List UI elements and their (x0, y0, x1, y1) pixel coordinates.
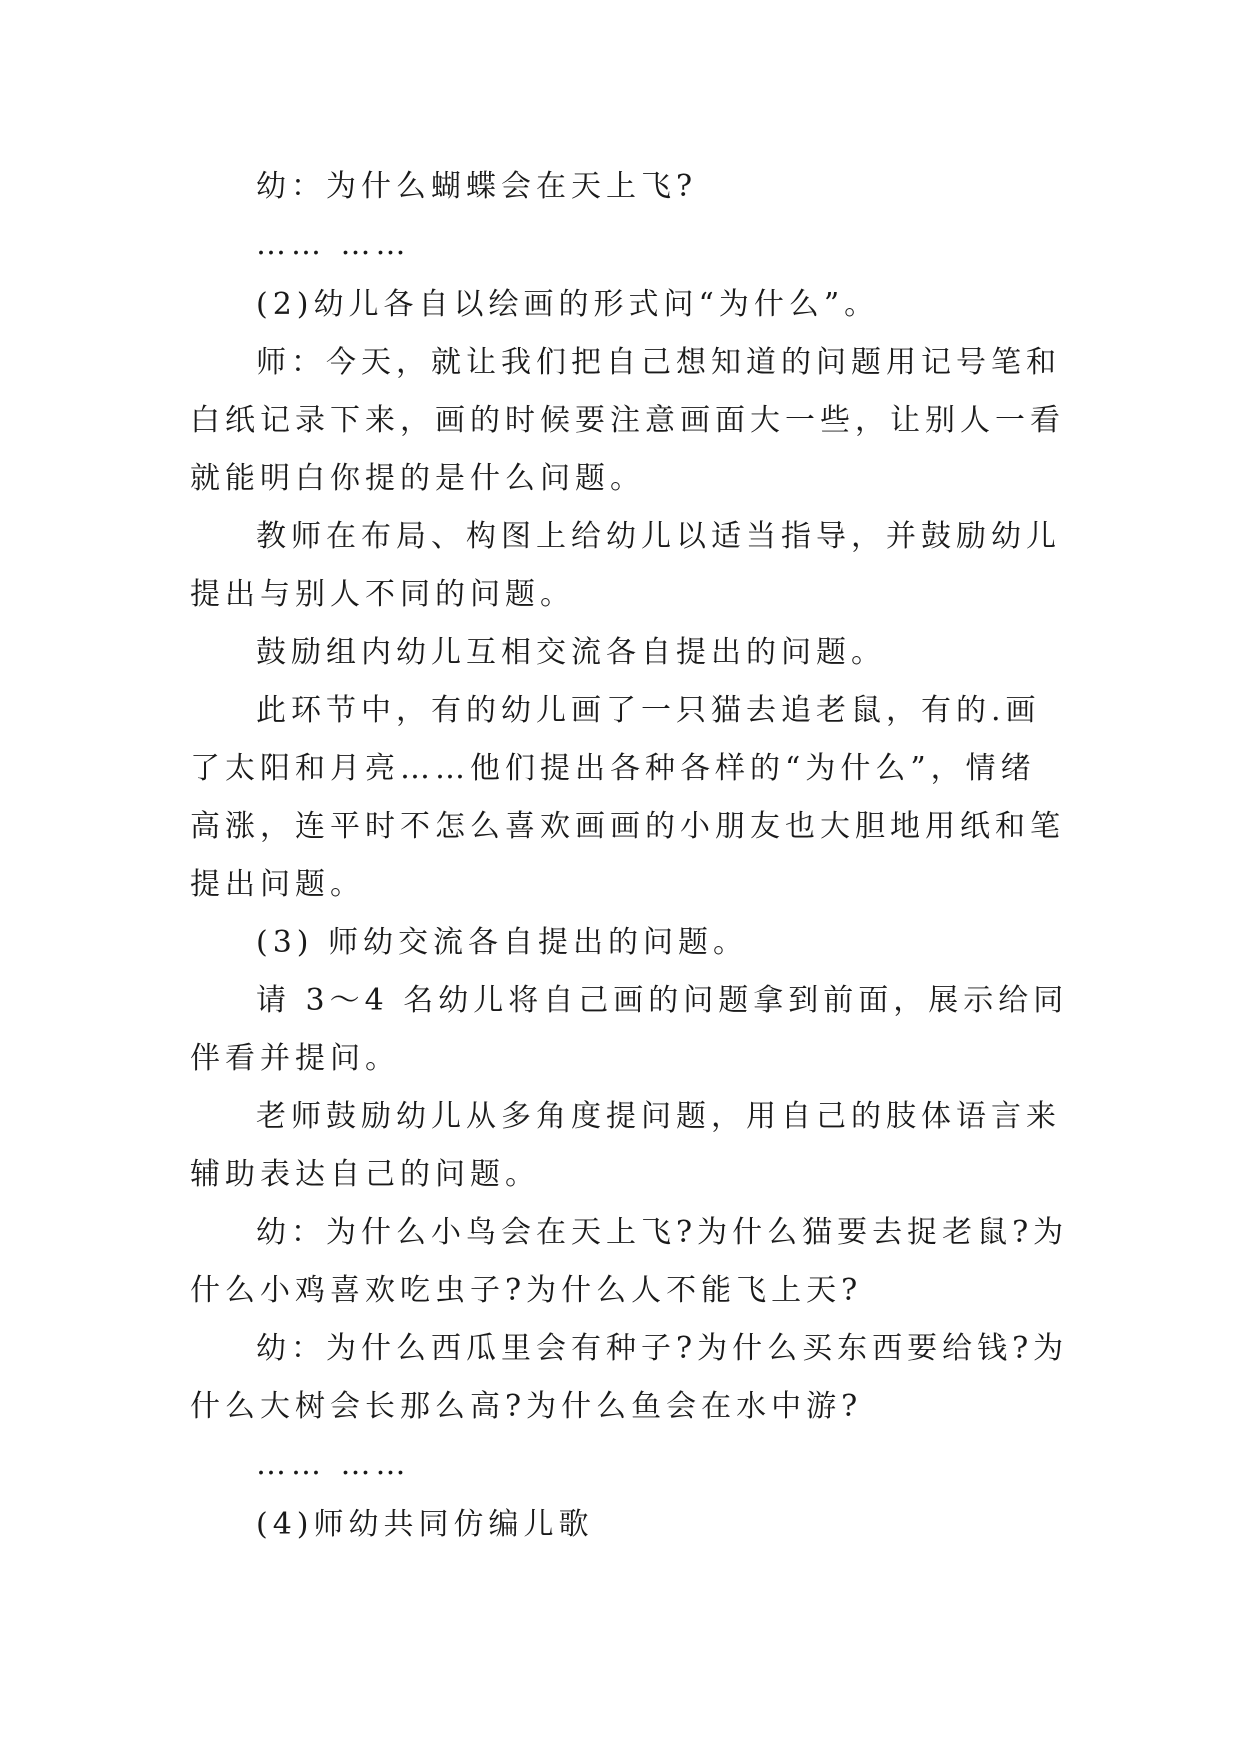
paragraph-teacher-guidance: 教师在布局、构图上给幼儿以适当指导，并鼓励幼儿提出与别人不同的问题。 (190, 519, 1061, 612)
paragraph-step-2-heading: (2)幼儿各自以绘画的形式问“为什么”。 (256, 287, 880, 322)
paragraph-child-questions-2: 幼：为什么西瓜里会有种子?为什么买东西要给钱?为什么大树会长那么高?为什么鱼会在水中游? (190, 1331, 1069, 1424)
paragraph-teacher-instruction: 师：今天，就让我们把自己想知道的问题用记号笔和白纸记录下来，画的时候要注意画面大一些，让别人一看就能明白你提的是什么问题。 (190, 345, 1065, 496)
paragraph-child-questions-1: 幼：为什么小鸟会在天上飞?为什么猫要去捉老鼠?为什么小鸡喜欢吃虫子?为什么人不能飞上天? (190, 1215, 1069, 1308)
paragraph-step-4-heading: (4)师幼共同仿编儿歌 (256, 1507, 594, 1542)
paragraph-dialogue-butterfly: 幼：为什么蝴蝶会在天上飞? (256, 169, 698, 204)
paragraph-ellipsis: …… …… (256, 227, 411, 262)
document-body (190, 158, 1070, 1554)
paragraph-step-3-heading: (3) 师幼交流各自提出的问题。 (256, 925, 749, 960)
paragraph-encourage-questions: 老师鼓励幼儿从多角度提问题，用自己的肢体语言来辅助表达自己的问题。 (190, 1099, 1061, 1192)
paragraph-ellipsis-2: …… …… (256, 1447, 411, 1482)
paragraph-presentation: 请 3～4 名幼儿将自己画的问题拿到前面，展示给同伴看并提问。 (190, 983, 1069, 1076)
paragraph-group-exchange: 鼓励组内幼儿互相交流各自提出的问题。 (256, 635, 886, 670)
paragraph-observation: 此环节中，有的幼儿画了一只猫去追老鼠，有的.画了太阳和月亮……他们提出各种各样的“为什么”，情绪高涨，连平时不怎么喜欢画画的小朋友也大胆地用纸和笔提出问题。 (190, 693, 1065, 902)
